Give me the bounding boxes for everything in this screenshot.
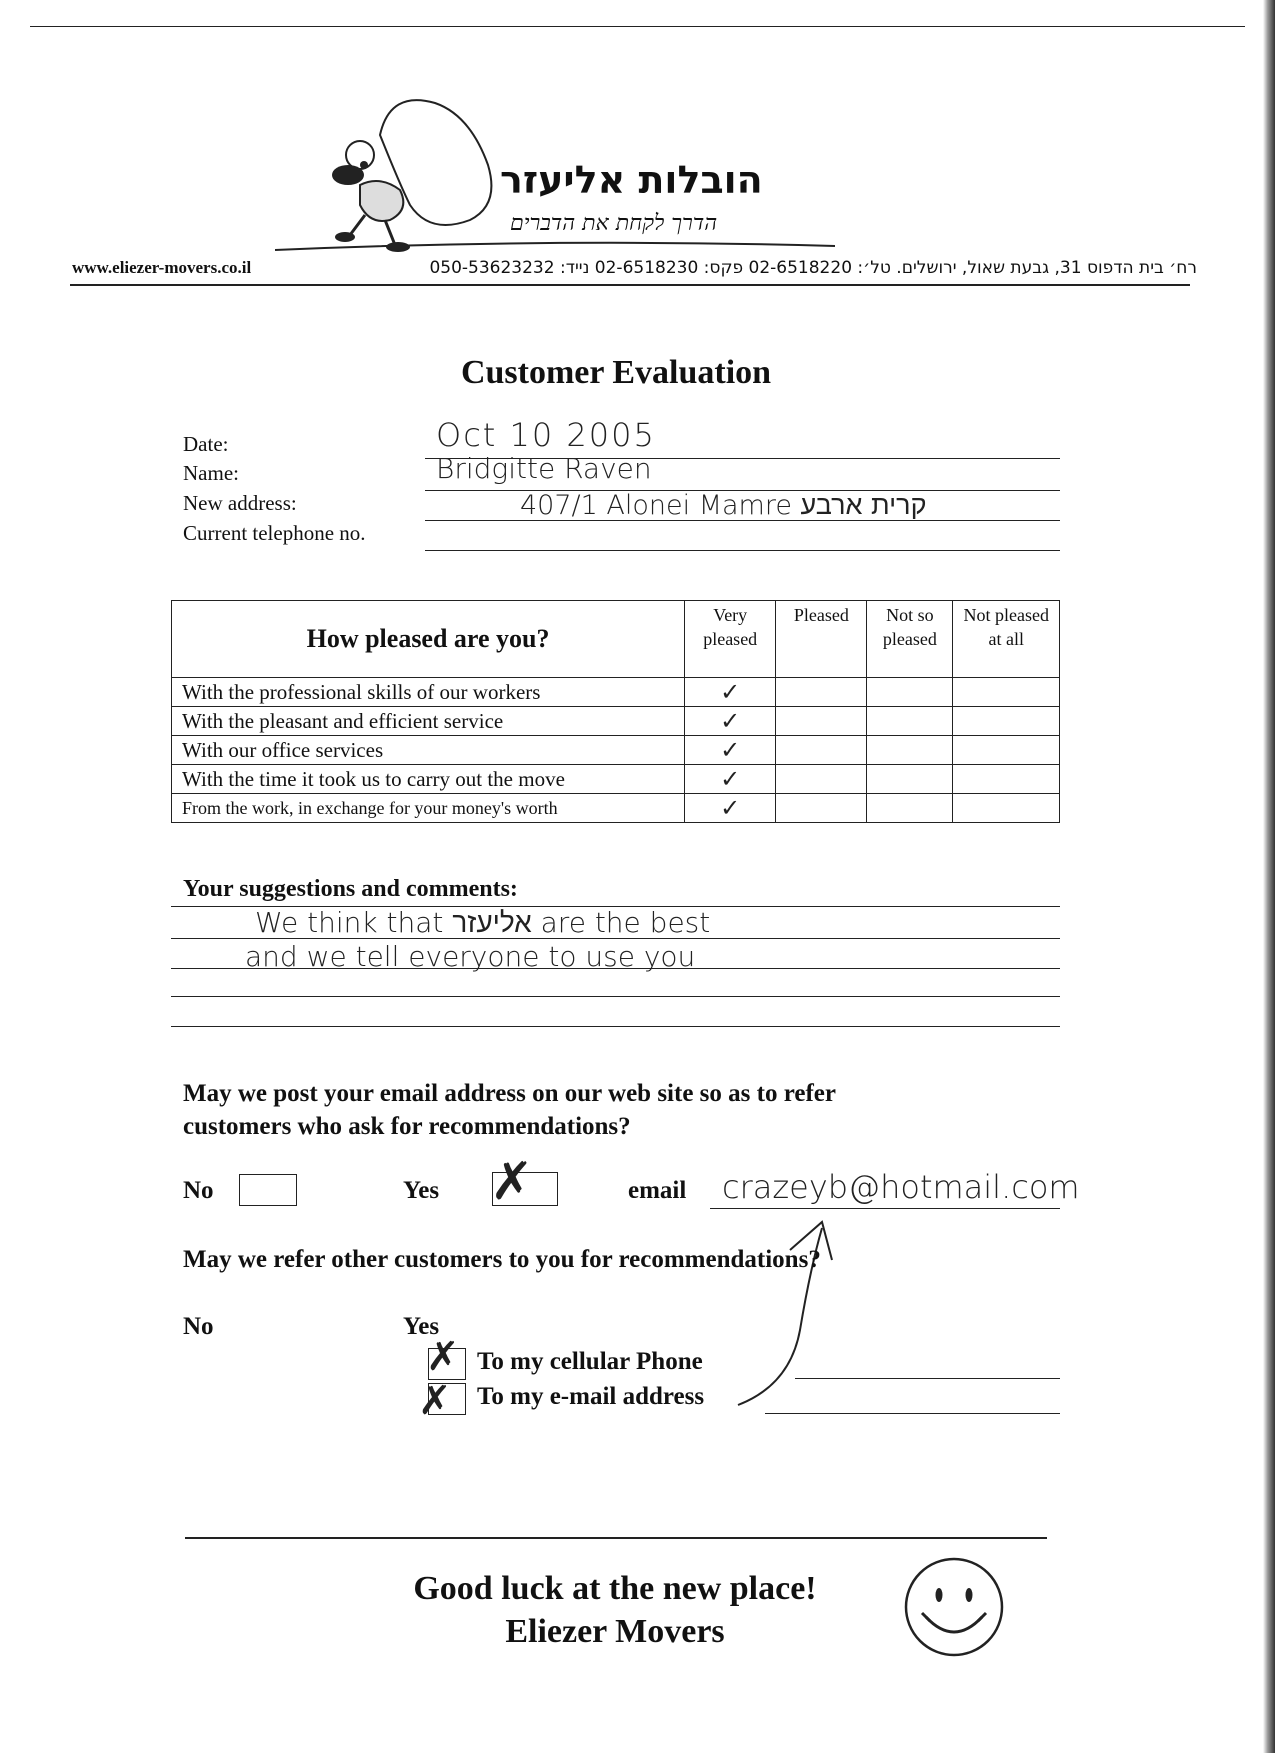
telephone-label: Current telephone no. xyxy=(183,521,366,545)
table-row xyxy=(172,794,1060,823)
email-option-line xyxy=(765,1413,1060,1414)
refer-no-label: No xyxy=(183,1313,214,1340)
scan-edge-shadow xyxy=(1263,0,1275,1753)
smiley-face-icon xyxy=(902,1555,1006,1659)
address-label: New address: xyxy=(183,491,297,515)
swoosh-underline xyxy=(275,236,835,256)
mover-mascot-logo xyxy=(320,95,500,255)
cellular-line xyxy=(795,1378,1060,1379)
rating-question: How pleased are you? xyxy=(172,601,685,678)
email-line xyxy=(710,1208,1060,1209)
cell-not-pleased[interactable] xyxy=(953,765,1060,794)
telephone-line xyxy=(425,550,1060,551)
row-label: With the time it took us to carry out the move xyxy=(172,765,685,794)
top-border-line xyxy=(30,26,1245,27)
address-value[interactable]: 407/1 Alonei Mamre קרית ארבע xyxy=(520,490,927,521)
company-slogan-hebrew: הדרך לקחת את הדברים xyxy=(510,211,718,236)
column-pleased: Pleased xyxy=(776,601,867,678)
address-line xyxy=(425,520,1060,521)
footer-rule xyxy=(185,1537,1047,1539)
email-no-label: No xyxy=(183,1177,214,1204)
email-option-label: To my e-mail address xyxy=(477,1383,705,1410)
email-yes-label: Yes xyxy=(403,1177,440,1204)
form-title: Customer Evaluation xyxy=(460,354,772,391)
cell-not-pleased[interactable] xyxy=(953,678,1060,707)
cell-not-so-pleased[interactable] xyxy=(867,765,953,794)
cell-very-pleased[interactable] xyxy=(685,794,776,823)
cell-not-pleased[interactable] xyxy=(953,736,1060,765)
checkmark-icon: ✓ xyxy=(720,765,741,793)
date-value[interactable]: Oct 10 2005 xyxy=(436,416,656,454)
comment-line xyxy=(171,996,1060,997)
column-not-pleased-at-all: Not pleased at all xyxy=(953,601,1060,678)
letterhead-rule xyxy=(70,284,1190,286)
cell-very-pleased[interactable] xyxy=(685,678,776,707)
cell-not-pleased[interactable] xyxy=(953,794,1060,823)
row-label: From the work, in exchange for your money's worth xyxy=(172,794,685,823)
email-question-line-2: customers who ask for recommendations? xyxy=(183,1113,631,1140)
table-row xyxy=(172,736,1060,765)
column-not-so-pleased: Not so pleased xyxy=(867,601,953,678)
cell-not-pleased[interactable] xyxy=(953,707,1060,736)
comments-heading: Your suggestions and comments: xyxy=(183,876,518,902)
cell-very-pleased[interactable] xyxy=(685,736,776,765)
row-label: With the pleasant and efficient service xyxy=(172,707,685,736)
cell-pleased[interactable] xyxy=(776,678,867,707)
cell-very-pleased[interactable] xyxy=(685,707,776,736)
email-label: email xyxy=(628,1177,687,1204)
comment-text-2[interactable]: and we tell everyone to use you xyxy=(245,940,696,973)
comment-line xyxy=(171,1026,1060,1027)
cross-mark-icon: ✗ xyxy=(426,1334,460,1380)
date-label: Date: xyxy=(183,432,229,456)
checkmark-icon: ✓ xyxy=(720,736,741,764)
table-row xyxy=(172,678,1060,707)
handwritten-arrow-icon xyxy=(730,1210,840,1410)
cell-pleased[interactable] xyxy=(776,707,867,736)
email-no-checkbox[interactable] xyxy=(239,1174,297,1206)
cell-not-so-pleased[interactable] xyxy=(867,794,953,823)
company-address: רח׳ בית הדפוס 31, גבעת שאול, ירושלים. טל׳: 02-6518220 פקס: 02-6518230 נייד: 050-53623232 xyxy=(429,258,1197,278)
cell-not-so-pleased[interactable] xyxy=(867,707,953,736)
refer-yes-label: Yes xyxy=(403,1313,440,1340)
cross-mark-icon: ✗ xyxy=(418,1378,452,1424)
comment-line xyxy=(171,968,1060,969)
cell-not-so-pleased[interactable] xyxy=(867,736,953,765)
cell-pleased[interactable] xyxy=(776,794,867,823)
cross-mark-icon: ✗ xyxy=(490,1152,534,1212)
checkmark-icon: ✓ xyxy=(720,707,741,735)
row-label: With the professional skills of our workers xyxy=(172,678,685,707)
row-label: With our office services xyxy=(172,736,685,765)
footer-line-2: Eliezer Movers xyxy=(505,1613,725,1650)
company-name-hebrew: הובלות אליעזר xyxy=(500,158,763,202)
comment-text-1[interactable]: We think that אליעזר are the best xyxy=(255,906,711,939)
satisfaction-table xyxy=(171,600,1060,823)
name-label: Name: xyxy=(183,461,239,485)
cellular-option-label: To my cellular Phone xyxy=(477,1348,703,1375)
email-question-line-1: May we post your email address on our web site so as to refer xyxy=(183,1080,836,1107)
checkmark-icon: ✓ xyxy=(720,678,741,706)
column-very-pleased: Very pleased xyxy=(685,601,776,678)
email-value[interactable]: crazeyb@hotmail.com xyxy=(722,1168,1080,1206)
cell-pleased[interactable] xyxy=(776,736,867,765)
refer-question-text: May we refer other customers to you for recommendations? xyxy=(183,1246,821,1273)
checkmark-icon: ✓ xyxy=(720,794,741,822)
name-value[interactable]: Bridgitte Raven xyxy=(436,452,652,485)
cell-not-so-pleased[interactable] xyxy=(867,678,953,707)
company-website: www.eliezer-movers.co.il xyxy=(72,258,252,277)
footer-line-1: Good luck at the new place! xyxy=(413,1570,817,1607)
comment-line xyxy=(171,938,1060,939)
cell-very-pleased[interactable] xyxy=(685,765,776,794)
table-row xyxy=(172,707,1060,736)
table-row xyxy=(172,765,1060,794)
cell-pleased[interactable] xyxy=(776,765,867,794)
